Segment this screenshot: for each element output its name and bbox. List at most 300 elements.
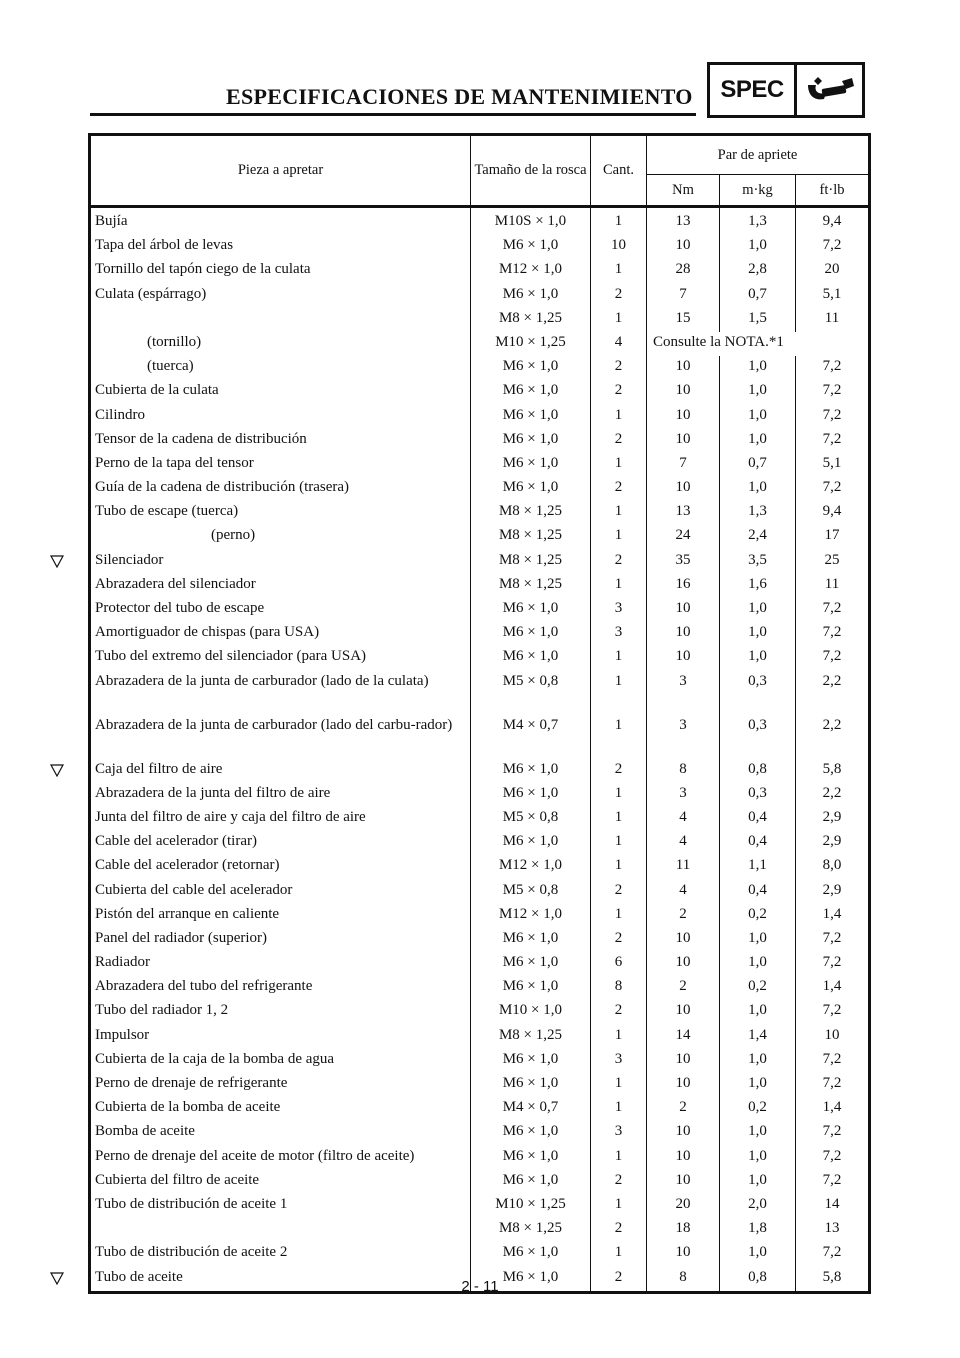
- table-row: [90, 855, 870, 879]
- cell-nm: 10: [647, 405, 720, 429]
- cell-mkg: 1,0: [720, 952, 796, 976]
- cell-nm: 4: [647, 880, 720, 904]
- cell-nm: 10: [647, 1146, 720, 1170]
- cell-qty: 1: [591, 453, 647, 477]
- cell-thread: M6 × 1,0: [471, 1049, 591, 1073]
- cell-part: Radiador: [90, 952, 471, 976]
- cell-qty: 1: [591, 574, 647, 598]
- table-row: [90, 1000, 870, 1024]
- cell-thread: M6 × 1,0: [471, 477, 591, 501]
- table-row: [90, 1218, 870, 1242]
- spec-badge: [707, 62, 865, 118]
- cell-mkg: 0,2: [720, 976, 796, 1000]
- cell-part: Perno de drenaje del aceite de motor (filtro de aceite): [90, 1146, 471, 1170]
- cell-ftlb: 2,9: [796, 831, 870, 855]
- cell-part: Panel del radiador (superior): [90, 928, 471, 952]
- cell-ftlb: 7,2: [796, 1000, 870, 1024]
- table-row: [90, 1242, 870, 1266]
- cell-ftlb: 7,2: [796, 380, 870, 404]
- cell-nm: 7: [647, 284, 720, 308]
- cell-mkg: 2,8: [720, 259, 796, 283]
- table-row: [90, 284, 870, 308]
- cell-mkg: 0,8: [720, 759, 796, 783]
- cell-nm: 10: [647, 1242, 720, 1266]
- col-thread-header: Tamaño de la rosca: [471, 135, 591, 207]
- cell-nm: 10: [647, 1121, 720, 1145]
- cell-mkg: 0,7: [720, 284, 796, 308]
- cell-mkg: 0,7: [720, 453, 796, 477]
- cell-thread: M8 × 1,25: [471, 308, 591, 332]
- cell-nm: 11: [647, 855, 720, 879]
- cell-thread: M8 × 1,25: [471, 1218, 591, 1242]
- cell-qty: 4: [591, 332, 647, 356]
- cell-nm: 2: [647, 1097, 720, 1121]
- cell-part: Junta del filtro de aire y caja del filtro de aire: [90, 807, 471, 831]
- cell-qty: 2: [591, 1000, 647, 1024]
- cell-nm: 13: [647, 207, 720, 236]
- col-part-header: Pieza a apretar: [90, 135, 471, 207]
- cell-qty: 1: [591, 807, 647, 831]
- cell-ftlb: 2,2: [796, 783, 870, 807]
- cell-nm: 7: [647, 453, 720, 477]
- cell-thread: M6 × 1,0: [471, 1121, 591, 1145]
- cell-mkg: 1,0: [720, 235, 796, 259]
- cell-qty: 6: [591, 952, 647, 976]
- cell-nm: 10: [647, 1073, 720, 1097]
- cell-nm: 10: [647, 622, 720, 646]
- cell-qty: 1: [591, 405, 647, 429]
- cell-part: Abrazadera del tubo del refrigerante: [90, 976, 471, 1000]
- cell-ftlb: 14: [796, 1194, 870, 1218]
- table-row: [90, 1121, 870, 1145]
- cell-thread: M5 × 0,8: [471, 880, 591, 904]
- cell-ftlb: 2,2: [796, 671, 870, 715]
- cell-thread: M6 × 1,0: [471, 235, 591, 259]
- cell-thread: M6 × 1,0: [471, 429, 591, 453]
- cell-nm: 3: [647, 715, 720, 759]
- cell-mkg: 1,0: [720, 1170, 796, 1194]
- cell-part: Abrazadera de la junta de carburador (lado del carbu-rador): [90, 715, 471, 759]
- cell-thread: M6 × 1,0: [471, 928, 591, 952]
- cell-mkg: 0,3: [720, 715, 796, 759]
- cell-ftlb: 7,2: [796, 646, 870, 670]
- cell-thread: M12 × 1,0: [471, 855, 591, 879]
- cell-thread: M10 × 1,0: [471, 1000, 591, 1024]
- cell-nm: 10: [647, 928, 720, 952]
- cell-ftlb: 7,2: [796, 356, 870, 380]
- cell-qty: 1: [591, 1025, 647, 1049]
- cell-thread: M6 × 1,0: [471, 598, 591, 622]
- cell-qty: 2: [591, 1218, 647, 1242]
- cell-nm: 2: [647, 976, 720, 1000]
- cell-ftlb: 25: [796, 550, 870, 574]
- cell-nm: 20: [647, 1194, 720, 1218]
- cell-ftlb: 7,2: [796, 928, 870, 952]
- cell-thread: M6 × 1,0: [471, 1170, 591, 1194]
- table-row: [90, 429, 870, 453]
- table-row: [90, 235, 870, 259]
- cell-part: Caja del filtro de aire: [90, 759, 471, 783]
- cell-qty: 1: [591, 855, 647, 879]
- cell-thread: M8 × 1,25: [471, 550, 591, 574]
- cell-ftlb: 5,8: [796, 1267, 870, 1293]
- cell-part: Tubo de distribución de aceite 1: [90, 1194, 471, 1218]
- cell-qty: 1: [591, 207, 647, 236]
- cell-part: Tubo de escape (tuerca): [90, 501, 471, 525]
- cell-nm: 10: [647, 646, 720, 670]
- table-row: [90, 715, 870, 759]
- table-row: [90, 831, 870, 855]
- cell-thread: M8 × 1,25: [471, 525, 591, 549]
- cell-qty: 1: [591, 1242, 647, 1266]
- col-torque-header: Par de apriete: [647, 135, 870, 175]
- cell-qty: 8: [591, 976, 647, 1000]
- table-row: [90, 928, 870, 952]
- cell-mkg: 1,6: [720, 574, 796, 598]
- cell-part: Tornillo del tapón ciego de la culata: [90, 259, 471, 283]
- cell-mkg: 0,4: [720, 831, 796, 855]
- cell-mkg: 2,4: [720, 525, 796, 549]
- table-row: [90, 880, 870, 904]
- cell-thread: M6 × 1,0: [471, 356, 591, 380]
- cell-ftlb: 7,2: [796, 235, 870, 259]
- cell-ftlb: 20: [796, 259, 870, 283]
- cell-ftlb: 13: [796, 1218, 870, 1242]
- table-row: [90, 380, 870, 404]
- cell-nm: 10: [647, 598, 720, 622]
- cell-qty: 1: [591, 525, 647, 549]
- cell-nm: 10: [647, 380, 720, 404]
- cell-ftlb: 7,2: [796, 1242, 870, 1266]
- table-row: [90, 904, 870, 928]
- cell-thread: M5 × 0,8: [471, 807, 591, 831]
- cell-thread: M6 × 1,0: [471, 284, 591, 308]
- cell-ftlb: 1,4: [796, 1097, 870, 1121]
- cell-thread: M6 × 1,0: [471, 405, 591, 429]
- col-ftlb-header: ft·lb: [796, 175, 870, 207]
- cell-nm: 10: [647, 235, 720, 259]
- table-row: [90, 1146, 870, 1170]
- cell-thread: M10 × 1,25: [471, 332, 591, 356]
- cell-part: Bujía: [90, 207, 471, 236]
- cell-part: Tensor de la cadena de distribución: [90, 429, 471, 453]
- cell-thread: M8 × 1,25: [471, 1025, 591, 1049]
- cell-mkg: 1,0: [720, 405, 796, 429]
- table-row: [90, 1025, 870, 1049]
- table-row: [90, 525, 870, 549]
- cell-qty: 2: [591, 550, 647, 574]
- cell-ftlb: 9,4: [796, 207, 870, 236]
- cell-mkg: 1,3: [720, 207, 796, 236]
- table-row: [90, 259, 870, 283]
- col-nm-header: Nm: [647, 175, 720, 207]
- cell-mkg: 2,0: [720, 1194, 796, 1218]
- table-row: [90, 1194, 870, 1218]
- cell-ftlb: 7,2: [796, 1073, 870, 1097]
- cell-qty: 3: [591, 1049, 647, 1073]
- cell-qty: 2: [591, 429, 647, 453]
- cell-nm: 10: [647, 1000, 720, 1024]
- cell-thread: M6 × 1,0: [471, 622, 591, 646]
- torque-table: [88, 133, 871, 1294]
- cell-mkg: 1,4: [720, 1025, 796, 1049]
- cell-mkg: 1,0: [720, 622, 796, 646]
- cell-thread: M4 × 0,7: [471, 1097, 591, 1121]
- cell-thread: M6 × 1,0: [471, 831, 591, 855]
- cell-thread: M6 × 1,0: [471, 1073, 591, 1097]
- cell-qty: 2: [591, 380, 647, 404]
- cell-qty: 1: [591, 259, 647, 283]
- table-row: [90, 1073, 870, 1097]
- cell-ftlb: 7,2: [796, 598, 870, 622]
- cell-qty: 1: [591, 715, 647, 759]
- cell-ftlb: 9,4: [796, 501, 870, 525]
- cell-part: Cubierta del cable del acelerador: [90, 880, 471, 904]
- cell-mkg: 1,0: [720, 1073, 796, 1097]
- table-row: [90, 207, 870, 236]
- cell-part: Cubierta de la caja de la bomba de agua: [90, 1049, 471, 1073]
- cell-ftlb: 2,9: [796, 807, 870, 831]
- table-row: [90, 550, 870, 574]
- col-qty-header: Cant.: [591, 135, 647, 207]
- cell-part: Abrazadera del silenciador: [90, 574, 471, 598]
- table-row: [90, 646, 870, 670]
- col-mkg-header: m·kg: [720, 175, 796, 207]
- cell-part: Amortiguador de chispas (para USA): [90, 622, 471, 646]
- cell-part: Cubierta de la culata: [90, 380, 471, 404]
- cell-nm: 13: [647, 501, 720, 525]
- table-row: [90, 759, 870, 783]
- cell-qty: 2: [591, 477, 647, 501]
- cell-qty: 1: [591, 783, 647, 807]
- cell-ftlb: 17: [796, 525, 870, 549]
- cell-nm: 14: [647, 1025, 720, 1049]
- cell-mkg: 1,0: [720, 1242, 796, 1266]
- cell-thread: M10S × 1,0: [471, 207, 591, 236]
- cell-part: Guía de la cadena de distribución (trasera): [90, 477, 471, 501]
- cell-mkg: 1,0: [720, 928, 796, 952]
- cell-thread: M6 × 1,0: [471, 1242, 591, 1266]
- wrench-icon: [797, 65, 862, 115]
- table-row: [90, 308, 870, 332]
- cell-part: Cable del acelerador (tirar): [90, 831, 471, 855]
- spec-label: SPEC: [710, 65, 797, 115]
- cell-thread: M6 × 1,0: [471, 952, 591, 976]
- cell-qty: 1: [591, 671, 647, 715]
- cell-nm: 2: [647, 904, 720, 928]
- cell-mkg: 1,0: [720, 598, 796, 622]
- table-row: [90, 1049, 870, 1073]
- cell-ftlb: 7,2: [796, 1146, 870, 1170]
- cell-qty: 1: [591, 501, 647, 525]
- cell-qty: 1: [591, 1097, 647, 1121]
- cell-thread: M10 × 1,25: [471, 1194, 591, 1218]
- cell-mkg: 0,3: [720, 671, 796, 715]
- cell-qty: 10: [591, 235, 647, 259]
- table-row: [90, 952, 870, 976]
- cell-nm: 3: [647, 671, 720, 715]
- cell-part: Tubo de distribución de aceite 2: [90, 1242, 471, 1266]
- cell-ftlb: 7,2: [796, 429, 870, 453]
- cell-part: Cable del acelerador (retornar): [90, 855, 471, 879]
- table-row: [90, 671, 870, 715]
- cell-part: Tapa del árbol de levas: [90, 235, 471, 259]
- cell-nm: 10: [647, 477, 720, 501]
- cell-mkg: 1,0: [720, 1000, 796, 1024]
- cell-thread: M6 × 1,0: [471, 1267, 591, 1293]
- table-row: [90, 1097, 870, 1121]
- cell-part: Cubierta de la bomba de aceite: [90, 1097, 471, 1121]
- cell-ftlb: 7,2: [796, 622, 870, 646]
- cell-mkg: 1,5: [720, 308, 796, 332]
- cell-part: Impulsor: [90, 1025, 471, 1049]
- cell-mkg: 1,0: [720, 646, 796, 670]
- table-row: [90, 501, 870, 525]
- cell-nm: 15: [647, 308, 720, 332]
- cell-mkg: 3,5: [720, 550, 796, 574]
- cell-part: Tubo del extremo del silenciador (para USA): [90, 646, 471, 670]
- cell-mkg: 1,1: [720, 855, 796, 879]
- page-title: ESPECIFICACIONES DE MANTENIMIENTO: [226, 84, 693, 109]
- cell-qty: 1: [591, 904, 647, 928]
- cell-mkg: 1,0: [720, 380, 796, 404]
- cell-qty: 1: [591, 1073, 647, 1097]
- cell-ftlb: 7,2: [796, 1170, 870, 1194]
- cell-thread: M6 × 1,0: [471, 976, 591, 1000]
- cell-nm: 10: [647, 429, 720, 453]
- cell-ftlb: 7,2: [796, 952, 870, 976]
- table-row: [90, 622, 870, 646]
- cell-part: Silenciador: [90, 550, 471, 574]
- cell-nm: 18: [647, 1218, 720, 1242]
- cell-nm: 10: [647, 1170, 720, 1194]
- cell-part: Tubo de aceite: [90, 1267, 471, 1293]
- cell-qty: 2: [591, 1267, 647, 1293]
- cell-mkg: 0,2: [720, 904, 796, 928]
- cell-nm: 8: [647, 759, 720, 783]
- cell-ftlb: 1,4: [796, 904, 870, 928]
- cell-part: Bomba de aceite: [90, 1121, 471, 1145]
- cell-nm: 8: [647, 1267, 720, 1293]
- cell-mkg: 1,0: [720, 1049, 796, 1073]
- table-row: [90, 807, 870, 831]
- cell-thread: M6 × 1,0: [471, 759, 591, 783]
- cell-ftlb: 1,4: [796, 976, 870, 1000]
- cell-mkg: 1,8: [720, 1218, 796, 1242]
- cell-qty: 1: [591, 308, 647, 332]
- cell-part: (tuerca): [90, 356, 471, 380]
- cell-part: Cubierta del filtro de aceite: [90, 1170, 471, 1194]
- triangle-mark-icon: [50, 555, 64, 567]
- cell-mkg: 0,2: [720, 1097, 796, 1121]
- cell-mkg: 1,0: [720, 429, 796, 453]
- cell-part: Perno de drenaje de refrigerante: [90, 1073, 471, 1097]
- cell-mkg: 0,8: [720, 1267, 796, 1293]
- cell-mkg: 1,0: [720, 356, 796, 380]
- cell-qty: 2: [591, 880, 647, 904]
- cell-ftlb: 7,2: [796, 1049, 870, 1073]
- cell-qty: 2: [591, 759, 647, 783]
- cell-qty: 1: [591, 1194, 647, 1218]
- cell-thread: M6 × 1,0: [471, 1146, 591, 1170]
- cell-ftlb: 11: [796, 574, 870, 598]
- cell-nm: 35: [647, 550, 720, 574]
- cell-part: Abrazadera de la junta de carburador (lado de la culata): [90, 671, 471, 715]
- cell-part: [90, 308, 471, 332]
- cell-ftlb: 7,2: [796, 405, 870, 429]
- cell-thread: M12 × 1,0: [471, 259, 591, 283]
- cell-thread: M8 × 1,25: [471, 574, 591, 598]
- cell-thread: M6 × 1,0: [471, 380, 591, 404]
- cell-qty: 1: [591, 1146, 647, 1170]
- cell-nm: 16: [647, 574, 720, 598]
- cell-ftlb: 7,2: [796, 477, 870, 501]
- table-row: [90, 574, 870, 598]
- cell-ftlb: 8,0: [796, 855, 870, 879]
- cell-ftlb: 11: [796, 308, 870, 332]
- cell-note: Consulte la NOTA.*1: [647, 332, 870, 356]
- cell-qty: 3: [591, 598, 647, 622]
- cell-qty: 1: [591, 646, 647, 670]
- cell-nm: 4: [647, 831, 720, 855]
- cell-qty: 2: [591, 1170, 647, 1194]
- table-row: [90, 453, 870, 477]
- cell-part: Protector del tubo de escape: [90, 598, 471, 622]
- cell-thread: M6 × 1,0: [471, 783, 591, 807]
- cell-nm: 3: [647, 783, 720, 807]
- cell-nm: 24: [647, 525, 720, 549]
- cell-part: [90, 1218, 471, 1242]
- table-row: [90, 332, 870, 356]
- table-row: [90, 1170, 870, 1194]
- cell-mkg: 0,3: [720, 783, 796, 807]
- page-number: 2 - 11: [461, 1278, 499, 1295]
- cell-ftlb: 2,2: [796, 715, 870, 759]
- cell-qty: 1: [591, 831, 647, 855]
- table-row: [90, 477, 870, 501]
- cell-qty: 3: [591, 1121, 647, 1145]
- table-row: [90, 405, 870, 429]
- cell-mkg: 1,3: [720, 501, 796, 525]
- cell-part: Cilindro: [90, 405, 471, 429]
- cell-mkg: 0,4: [720, 880, 796, 904]
- cell-mkg: 1,0: [720, 1121, 796, 1145]
- cell-thread: M6 × 1,0: [471, 453, 591, 477]
- cell-ftlb: 10: [796, 1025, 870, 1049]
- cell-ftlb: 7,2: [796, 1121, 870, 1145]
- cell-thread: M4 × 0,7: [471, 715, 591, 759]
- table-row: [90, 598, 870, 622]
- cell-mkg: 0,4: [720, 807, 796, 831]
- cell-thread: M5 × 0,8: [471, 671, 591, 715]
- title-rule: [90, 113, 696, 116]
- cell-nm: 10: [647, 356, 720, 380]
- cell-qty: 2: [591, 356, 647, 380]
- table-row: [90, 356, 870, 380]
- cell-nm: 4: [647, 807, 720, 831]
- cell-part: Culata (espárrago): [90, 284, 471, 308]
- triangle-mark-icon: [50, 764, 64, 776]
- cell-part: (perno): [90, 525, 471, 549]
- cell-nm: 10: [647, 952, 720, 976]
- cell-part: (tornillo): [90, 332, 471, 356]
- cell-part: Pistón del arranque en caliente: [90, 904, 471, 928]
- cell-ftlb: 5,1: [796, 453, 870, 477]
- cell-thread: M8 × 1,25: [471, 501, 591, 525]
- cell-part: Abrazadera de la junta del filtro de aire: [90, 783, 471, 807]
- cell-nm: 28: [647, 259, 720, 283]
- cell-ftlb: 2,9: [796, 880, 870, 904]
